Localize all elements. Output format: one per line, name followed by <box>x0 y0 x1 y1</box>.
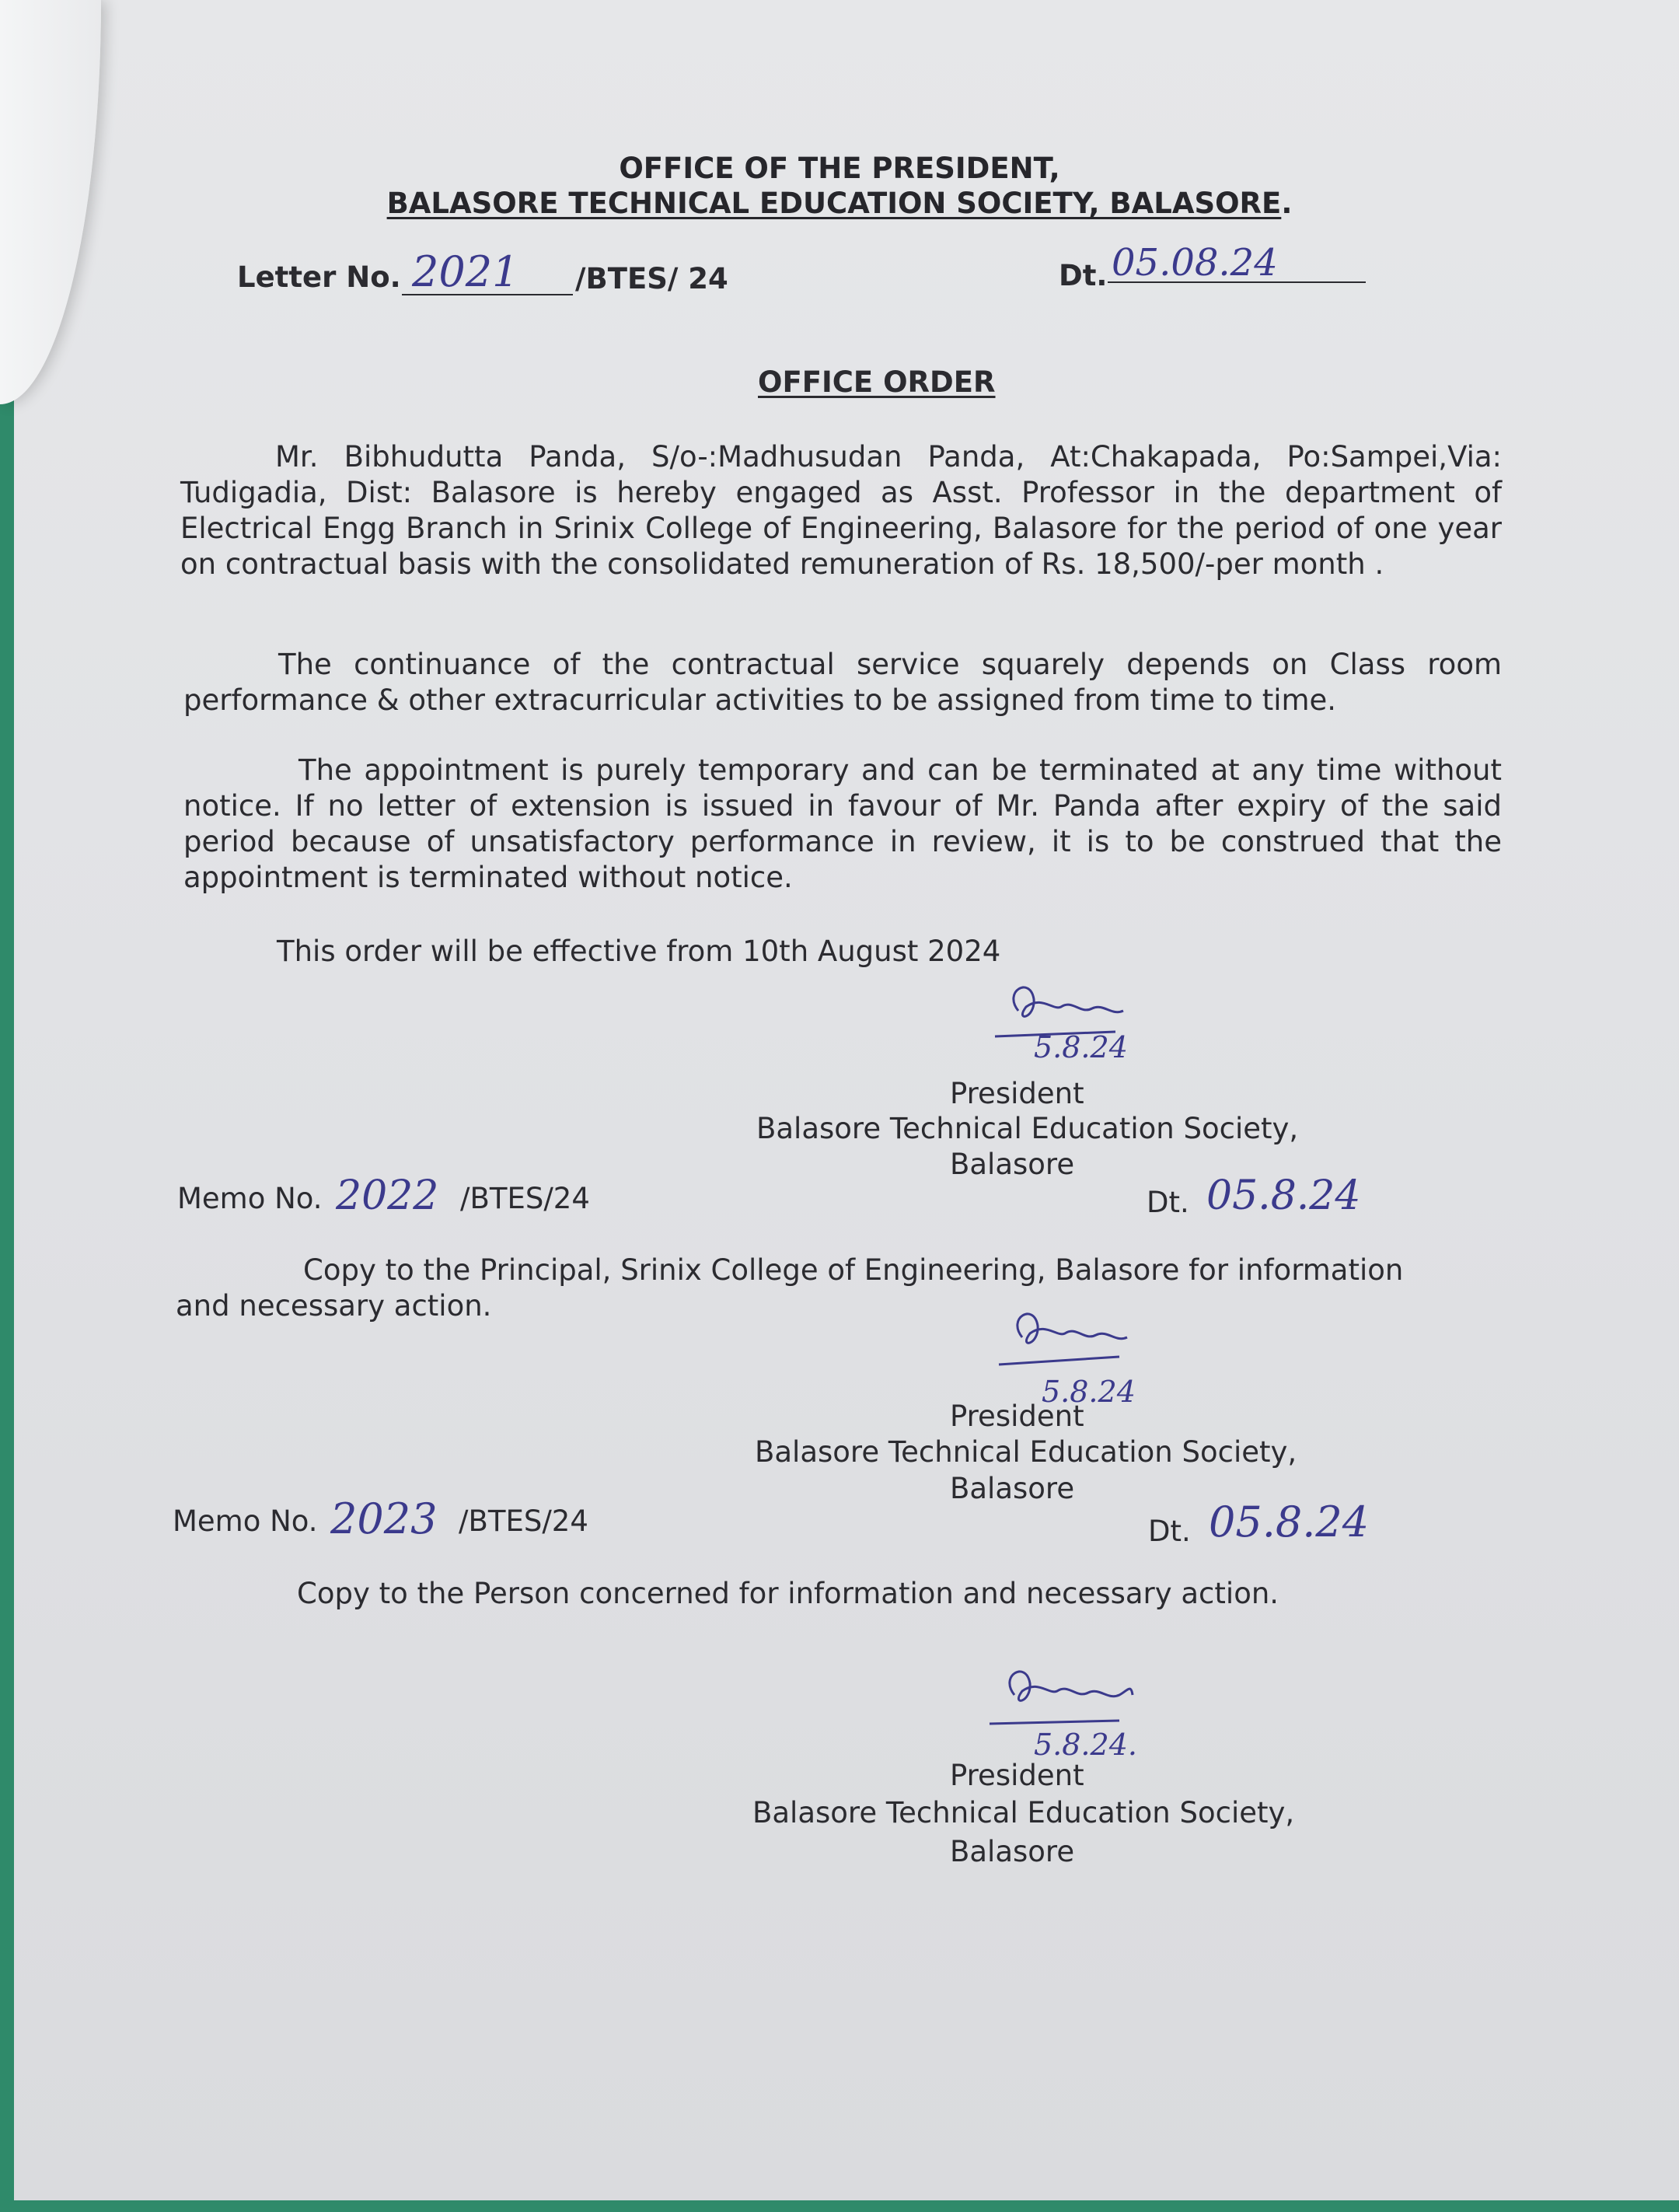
memo-date-label: Dt. <box>1147 1186 1189 1219</box>
signature-date: 5.8.24 <box>1042 1375 1136 1409</box>
signature-date: 5.8.24 <box>1034 1030 1128 1064</box>
memo-date-handwritten: 05.8.24 <box>1209 1497 1370 1546</box>
memo-number-handwritten: 2022 <box>336 1172 439 1219</box>
letter-number-handwritten: 2021 <box>412 247 519 296</box>
memo-number-suffix: /BTES/24 <box>459 1504 588 1538</box>
memo-date-handwritten: 05.8.24 <box>1206 1172 1361 1219</box>
signatory-place: Balasore <box>950 1148 1075 1181</box>
signatory-place: Balasore <box>950 1472 1075 1505</box>
society-heading-period: . <box>1281 187 1293 220</box>
paragraph-effective-date: This order will be effective from 10th August 2024 <box>277 935 1001 968</box>
memo-number-label: Memo No. <box>173 1504 318 1538</box>
letter-number-label: Letter No. <box>237 260 401 294</box>
paragraph-continuance: The continuance of the contractual service squarely depends on Class room performance & other extracurricular activities to be assigned from time to time. <box>183 648 1502 717</box>
signatory-title: President <box>950 1759 1084 1792</box>
letter-date-label: Dt. <box>1059 259 1108 292</box>
memo-copy-text: Copy to the Person concerned for information and necessary action. <box>297 1577 1279 1610</box>
letter-date-handwritten: 05.08.24 <box>1112 241 1278 285</box>
society-heading <box>0 187 1679 220</box>
paragraph-engagement: Mr. Bibhudutta Panda, S/o-:Madhusudan Panda, At:Chakapada, Po:Sampei,Via: Tudigadia, Dist: Balasore is hereby engaged as Asst. Professor in the department of Electrical Engg Branch in Srinix College of Engineering, Balasore for the period of one year on contractual basis with the consolidated remuneration of Rs. 18,500/-per month . <box>180 440 1502 581</box>
signatory-place: Balasore <box>950 1835 1075 1868</box>
memo-number-label: Memo No. <box>177 1182 323 1215</box>
signatory-organization: Balasore Technical Education Society, <box>755 1435 1297 1469</box>
letter-number-suffix: /BTES/ 24 <box>575 262 728 295</box>
signatory-organization: Balasore Technical Education Society, <box>752 1796 1295 1829</box>
paragraph-termination: The appointment is purely temporary and can be terminated at any time without notice. If no letter of extension is issued in favour of Mr. Panda after expiry of the said period because of unsatisfactory performance in review, it is to be construed that the appointment is terminated without notice. <box>183 753 1502 894</box>
office-heading: OFFICE OF THE PRESIDENT, <box>619 152 1060 185</box>
signatory-title: President <box>950 1400 1084 1433</box>
signatory-organization: Balasore Technical Education Society, <box>756 1112 1299 1145</box>
memo-number-suffix: /BTES/24 <box>460 1182 590 1215</box>
signatory-title: President <box>950 1077 1084 1110</box>
memo-number-handwritten: 2023 <box>330 1494 438 1543</box>
signature-date: 5.8.24. <box>1034 1728 1137 1762</box>
memo-copy-text-continued: and necessary action. <box>176 1289 492 1323</box>
society-heading-text: BALASORE TECHNICAL EDUCATION SOCIETY, BALASORE <box>386 187 1282 220</box>
letter-page <box>14 0 1679 2200</box>
memo-copy-text: Copy to the Principal, Srinix College of Engineering, Balasore for information <box>303 1253 1404 1287</box>
memo-date-label: Dt. <box>1148 1515 1191 1548</box>
office-order-title: OFFICE ORDER <box>758 365 996 399</box>
